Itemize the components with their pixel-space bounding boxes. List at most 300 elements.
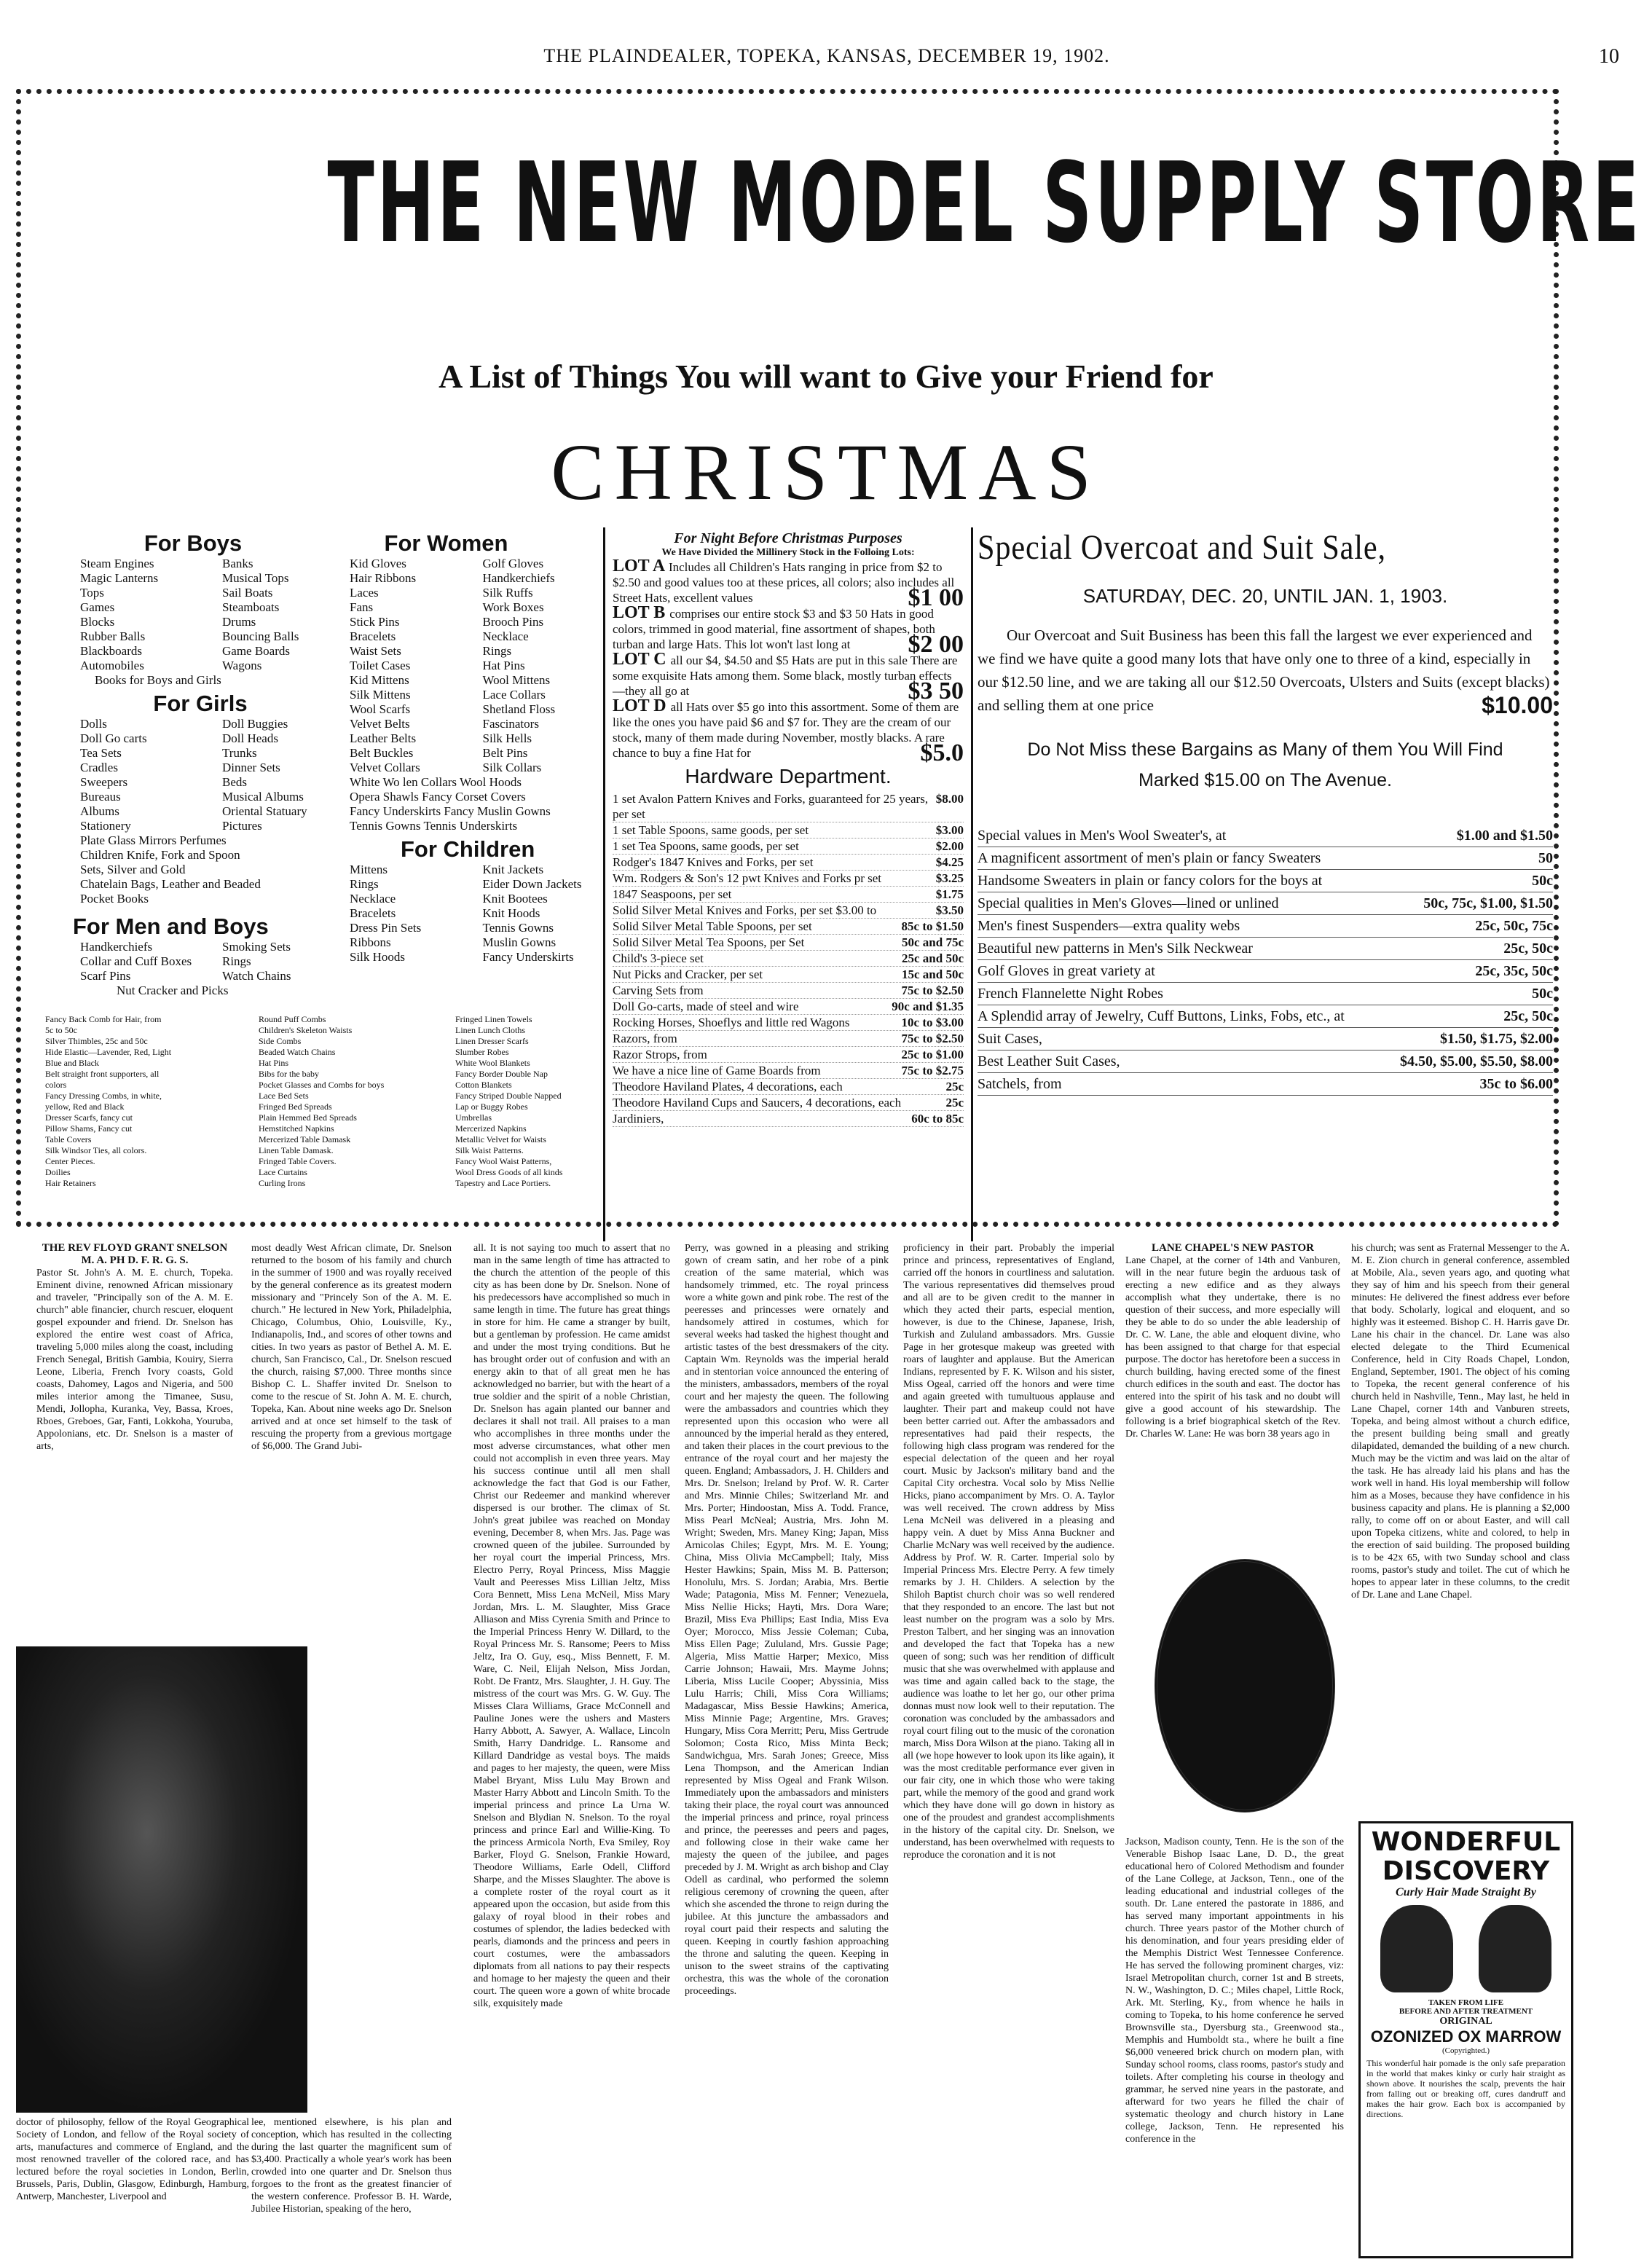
men-item: Rings bbox=[222, 954, 251, 968]
discovery-body: This wonderful hair pomade is the only safe preparation in the world that makes kinky or curly hair straight as shown above. It nourishes the scalp, prevents the hair from falling out or breaking off, cures dandruff and makes the hair grow. Each box is accompanied by directions. bbox=[1366, 2058, 1565, 2119]
hardware-row-price: 75c to $2.50 bbox=[901, 1032, 964, 1045]
article-jubilee-col4: Perry, was gowned in a pleasing and striking gown of cream satin, and her robe of a pink creation of the same material, which was handsomely trimmed, etc. The royal princess wore a white gown and pink robe. The rest of the peeresses and princesses were ornately and handsomely attired in costumes, which for several weeks had tasked the highest thought and artistic tastes of the best dressmakers of the city. Captain Wm. Reynolds was the imperial herald and in stentorian voice announced the entering of the ministers, ambassadors, members of the royal court and her majesty the queen. The following were the ambassadors and countries which they represented upon this occasion who were all announced by the imperial herald as they entered, and taken their places in the court previous to the entrance of the royal court and her majesty the queen. England; Ambassadors, J. H. Childers and Mrs. Dr. Snelson; Ireland by Prof. W. R. Carter and Mrs. Minnie Chiles; Switzerland Mr. and Mrs. Porter; Hindoostan, Miss A. Todd. France, Miss Pearl McNeal; Austria, Mrs. John M. Wright; Sweden, Mrs. Maney King; Japan, Miss Arnicolas Chiles; Egypt, Mrs. M. E. Young; China, Miss Olivia McCampbell; Italy, Miss Hester Hawkins; Spain, Miss M. B. Patterson; Honolulu, Mrs. S. Jordan; Arabia, Mrs. Bertie Wade; Patagonia, Miss M. Fenner; Venezuela, Miss Nellie Hicks; Hayti, Mrs. Dora Ware; Brazil, Miss Eva Phillips; East India, Miss Eva Oyer; Morocco, Miss Jessie Coleman; Cuba, Miss Ellen Page; Zululand, Mrs. Gussie Page; Algeria, Miss Mattie Harper; Mexico, Miss Carrie Johnson; Hawaii, Mrs. Mayme Johns; Liberia, Miss Lucile Cooper; Abyssinia, Miss Lulu Harris; Chili, Miss Cora Williams; Madagascar, Miss Bessie Hawkins; America, Miss Minnie Page; Argentine, Mrs. Graves; Hungary, Miss Cora Merritt; Peru, Miss Gertrude Solomon; Costa Rico, Miss Minta Beck; Sandwichgua, Mrs. Sarah Jones; Greece, Miss Lena Thompson, and the American Indian represented by Miss Ogeal and Frank Wilson. Immediately upon the ambassadors and ministers taking their place, the royal court was announced the imperial princess and prince, royal princess and prince, the peeresses and peers and pages, and following close in their wake came her majesty the queen of the jubilee, and pages preceded by J. M. Wright as arch bishop and Clay Odell as cardinal, who performed the solemn religious ceremony of crowning the queen, after which she ascended the throne to reign during the jubilee. At this juncture the ambassadors and royal court paid their respects and saluting the queen. Keeping in courtly fashion approaching the throne and saluting the queen. Keeping in unison to the sweet strains of the captivating orchestra, this was the whole of the coronation proceedings. bbox=[685, 1243, 889, 1997]
lots-list bbox=[613, 557, 964, 766]
sale-row-price: $4.50, $5.00, $5.50, $8.00 bbox=[1400, 1053, 1553, 1069]
children-item: Muslin Gowns bbox=[482, 935, 556, 949]
hardware-row-price: $4.25 bbox=[935, 855, 964, 869]
hardware-row bbox=[613, 919, 964, 935]
boys-title: For Boys bbox=[143, 530, 243, 556]
women-item: Waist Sets bbox=[350, 644, 401, 658]
women-item: Wool Scarfs bbox=[350, 702, 411, 716]
hardware-row bbox=[613, 871, 964, 887]
hardware-row-label: Carving Sets from bbox=[613, 983, 704, 997]
lot-item bbox=[613, 696, 964, 766]
lot-item bbox=[613, 557, 964, 611]
men-list bbox=[80, 940, 350, 983]
small-list-item: Fancy Dressing Combs, in white, bbox=[45, 1091, 162, 1101]
women-extra-item: Opera Shawls Fancy Corset Covers bbox=[350, 790, 526, 804]
lot-text: all Hats over $5 go into this assortment. Some of them are like the ones you have paid $6 and $7 for. They are the cream of our stock, many of them made during November, mostly blacks. A rare chance to buy a fine Hat for bbox=[613, 700, 959, 760]
small-list-item: Lap or Buggy Robes bbox=[455, 1101, 528, 1112]
article-snelson-col1-end: doctor of philosophy, fellow of the Royal Geographical Society of London, and fellow of the Royal society of arts, manufactures and commerce of England, and the most renowned traveller of the colored race, and has lectured before the royal societies in London, Berlin, Brussels, Paris, Dublin, Glasgow, Edinburgh, Hamburg, Antwerp, Manchester, Liverpool and bbox=[16, 2117, 249, 2202]
snelson-portrait bbox=[16, 1646, 307, 2113]
small-list-item: yellow, Red and Black bbox=[45, 1101, 125, 1112]
boys-item: Drums bbox=[222, 615, 256, 629]
girls-item: Doll Heads bbox=[222, 731, 278, 745]
small-list-item: Pocket Glasses and Combs for boys bbox=[259, 1080, 385, 1090]
sale-row-label: Beautiful new patterns in Men's Silk Neckwear bbox=[978, 940, 1253, 957]
children-item: Ribbons bbox=[350, 935, 391, 949]
boys-item: Bouncing Balls bbox=[222, 629, 299, 643]
sale-row-price: 25c, 35c, 50c bbox=[1475, 963, 1553, 979]
hardware-row-label: Rodger's 1847 Knives and Forks, per set bbox=[613, 855, 814, 869]
hardware-row bbox=[613, 935, 964, 951]
sale-row-label: A magnificent assortment of men's plain or fancy Sweaters bbox=[978, 850, 1321, 866]
women-item: Kid Mittens bbox=[350, 673, 409, 687]
article-snelson-col2: most deadly West African climate, Dr. Snelson returned to the bosom of his family and church in the summer of 1900 and was royally received by the general conference as its greatest modern missionary and "Princely Son of the A. M. E. church." He lectured in New York, Philadelphia, Chicago, Columbus, Ohio, Louisville, Ky., Indianapolis, Ind., and scores of other towns and cities. In two years as pastor of Bethel A. M. E. church, San Francisco, Cal., Dr. Snelson rescued the church, raising $7,000. Three months since Bishop C. L. Shaffer invited Dr. Snelson to come to the rescue of St. John A. M. E. church, Topeka, Kan. About nine weeks ago Dr. Snelson arrived and at once set himself to the task of rescuing the property from a grevious mortgage of $6,000. The Grand Jubi- bbox=[251, 1243, 452, 1452]
article-lane-bio: Jackson, Madison county, Tenn. He is the son of the Venerable Bishop Isaac Lane, D. D., the great educational hero of Colored Methodism and founder of the Lane College, at Jackson, Tenn., one of the leading educational and industrial colleges of the south. Dr. Lane entered the pastorate in 1886, and has served many important appointments in his church. Three years pastor of the Mother church of his denomination, and four years presiding elder of the Memphis District West Tennessee Conference. He has served the following prominent charges, viz: Israel Metropolitan church, corner 1st and B streets, N. W., Washington, D. C.; Miles chapel, Little Rock, Ark. Mt. Sterling, Ky., from whence he hails in coming to Topeka, to his home conference he served Brownsville sta., Dyersburg sta., Greenwood sta., Memphis and Humboldt sta., where he built a fine $6,000 veneered brick church on modern plan, with Sunday school rooms, class rooms, pastor's study and toilets. After completing his course in theology and grammar, he served nine years in the pastorate, and afterward for two years he filled the chair of systematic theology and church history in Lane college, Jackson, Tenn. He represented his conference in the bbox=[1125, 1837, 1344, 2145]
sale-row-label: Handsome Sweaters in plain or fancy colors for the boys at bbox=[978, 873, 1323, 889]
women-extra-item: White Wo len Collars Wool Hoods bbox=[350, 775, 522, 789]
small-list-item: Silver Thimbles, 25c and 50c bbox=[45, 1036, 148, 1046]
women-item: Leather Belts bbox=[350, 731, 417, 745]
small-list-left bbox=[45, 1014, 224, 1189]
sale-row-price: 50c, 75c, $1.00, $1.50 bbox=[1423, 895, 1553, 911]
small-list-item: colors bbox=[45, 1080, 67, 1090]
small-list-item: Round Puff Combs bbox=[259, 1014, 326, 1024]
discovery-copyright: (Copyrighted.) bbox=[1441, 2046, 1490, 2055]
children-item: Knit Bootees bbox=[482, 892, 548, 906]
children-item: Necklace bbox=[350, 892, 396, 906]
small-list-item: Linen Dresser Scarfs bbox=[455, 1036, 529, 1046]
lot-name: LOT B bbox=[613, 603, 670, 622]
hardware-row-label: 1 set Tea Spoons, same goods, per set bbox=[613, 839, 799, 853]
women-item: Silk Hells bbox=[482, 731, 532, 745]
girls-item: Oriental Statuary bbox=[222, 804, 307, 818]
small-list-item: Curling Irons bbox=[259, 1178, 306, 1188]
lot-name: LOT D bbox=[613, 696, 671, 715]
boys-item: Steam Engines bbox=[80, 557, 154, 570]
women-item: Velvet Belts bbox=[350, 717, 410, 731]
small-list-item: Silk Waist Patterns. bbox=[455, 1145, 524, 1155]
hardware-row bbox=[613, 839, 964, 855]
girls-extra-item: Children Knife, Fork and Spoon bbox=[80, 848, 240, 862]
boys-list bbox=[80, 557, 350, 673]
sale-row-label: Golf Gloves in great variety at bbox=[978, 963, 1155, 979]
women-item: Belt Buckles bbox=[350, 746, 414, 760]
lot-text: comprises our entire stock $3 and $3 50 Hats in good colors, trimmed in good material, fine assortment of shapes, both turban and large Hats. This lot won't last long at bbox=[613, 607, 935, 651]
small-list-item: Fringed Bed Spreads bbox=[259, 1101, 332, 1112]
lot-name: LOT A bbox=[613, 557, 669, 576]
women-item: Silk Collars bbox=[482, 761, 542, 774]
masthead: THE PLAINDEALER, TOPEKA, KANSAS, DECEMBER 19, 1902. bbox=[543, 45, 1110, 66]
discovery-images bbox=[1368, 1905, 1564, 1992]
hardware-row-price: 85c to $1.50 bbox=[901, 919, 964, 933]
small-list-item: Doilies bbox=[45, 1167, 71, 1177]
hardware-row bbox=[613, 1111, 964, 1127]
women-item: Laces bbox=[350, 586, 379, 600]
women-item: Hair Ribbons bbox=[350, 571, 417, 585]
hardware-row-label: Nut Picks and Cracker, per set bbox=[613, 967, 763, 981]
hardware-row bbox=[613, 903, 964, 919]
women-item: Golf Gloves bbox=[482, 557, 544, 570]
girls-item: Bureaus bbox=[80, 790, 121, 804]
millinery-and-hardware-box bbox=[603, 527, 973, 1241]
small-list-item: Dresser Scarfs, fancy cut bbox=[45, 1112, 133, 1123]
snelson-headline: THE REV FLOYD GRANT SNELSON M. A. PH D. F. R. G. S. bbox=[42, 1242, 228, 1266]
sale-row-price: 50 bbox=[1538, 850, 1553, 866]
sale-row-price: 25c, 50c, 75c bbox=[1475, 918, 1553, 934]
boys-footer: Books for Boys and Girls bbox=[95, 673, 221, 687]
boys-item: Blackboards bbox=[80, 644, 142, 658]
small-list-item: Fancy Border Double Nap bbox=[455, 1069, 548, 1079]
sale-row bbox=[978, 847, 1553, 870]
men-item: Scarf Pins bbox=[80, 969, 131, 983]
article-jubilee-col3: all. It is not saying too much to assert that no man in the same length of time has attracted to the church the attention of the people of this city as has been done by Dr. Snelson. None of his predecessors have accomplished so much in same length in time. The future has great things in store for him. He came a stranger by built, but a gentleman by profession. He came amidst and under the most trying conditions. But he has brought order out of confusion and with an energy akin to that of all great men he has acknowledged no barrier, but with the heart of a true soldier and the spirit of a noble Christian, Dr. Snelson has again planted our banner and declares it shall not trail. All praises to a man who accomplishes in three months under the most adverse circumstances, what other men could not accomplish in even three years. May his success continue until all men shall acknowledge the fact that God is our Father, Christ our Redeemer and mankind wherever dispersed is our brother. The climax of St. John's great jubilee was reached on Monday evening, December 8, when Mrs. Jas. Page was crowned queen of the jubilee. Surrounded by her royal court the imperial Princess, Mrs. Electro Perry, Royal Princess, Miss Maggie Vault and Peeresses Miss Lillian Jeltz, Miss Cora Bennett, Miss Lena McNeil, Miss Mary Jordan, Mrs. L. M. Slaughter, Miss Grace Alliason and Miss Cyrenia Smith and Prince to the Imperial Princess Henry W. Dillard, to the Royal Princess Mr. S. Ransome; Peers to Miss Jeltz, Ira O. Guy, esq., Miss Bennett, F. M. Ware, C. Neil, Elijah Nelson, Miss Jordan, Robt. De Frantz, Mrs. Slaughter, J. H. Guy. The mistress of the court was Mrs. G. W. Guy. The Misses Clara Williams, Grace McConnell and Pauline Jones were the ushers and Masters Harry Abbott, A. Sawyer, A. Wallace, Lincoln Smith, Harry Dandridge. L. Ransome and Killard Dandridge as vestal boys. The maids and pages to her majesty, the queen, were Miss Mabel Bryant, Miss Lulu May Brown and Master Harry Abbott and Lincoln Smith. To the imperial princess and prince La Urna W. Snelson and Blydian N. Snelson. To the royal princess and prince Earl and Willie-King. To the princess Armicola North, Eva Smiley, Roy Barker, Floyd G. Snelson, Frankie Howard, Theodore Williams, Earle Odell, Clifford Sharpe, and the Misses Slaughter. The above is a complete roster of the royal court as it appeared upon the occasion, but aside from this galaxy of royal blood in their robes and costumes of splendor, the ladies bedecked with pearls, diamonds and the princess and peers in court costumes, were the ambassadors diplomats from all nations to pay their respects and homage to her majesty the queen and their court. The queen wore a gown of white brocade silk, exquisitely made bbox=[473, 1243, 670, 2009]
sale-row bbox=[978, 1028, 1553, 1051]
small-list-item: Beaded Watch Chains bbox=[259, 1047, 336, 1057]
ox-marrow-ad bbox=[1358, 1821, 1573, 2258]
hardware-row-price: 25c and 50c bbox=[902, 951, 964, 965]
sale-row-label: A Splendid array of Jewelry, Cuff Buttons, Links, Fobs, etc., at bbox=[978, 1008, 1345, 1024]
sale-row-price: 50c bbox=[1532, 873, 1553, 889]
men-title: For Men and Boys bbox=[73, 914, 269, 939]
hardware-row-price: $3.00 bbox=[935, 823, 964, 837]
small-list-item: Cotton Blankets bbox=[455, 1080, 512, 1090]
sale-row-price: 35c to $6.00 bbox=[1479, 1076, 1553, 1092]
sale-row bbox=[978, 915, 1553, 938]
women-item: Silk Ruffs bbox=[482, 586, 533, 600]
sale-dates: SATURDAY, DEC. 20, UNTIL JAN. 1, 1903. bbox=[1082, 585, 1448, 607]
men-item: Collar and Cuff Boxes bbox=[80, 954, 192, 968]
boys-item: Automobiles bbox=[80, 659, 144, 672]
women-item: Velvet Collars bbox=[350, 761, 420, 774]
sale-row-label: Special qualities in Men's Gloves—lined or unlined bbox=[978, 895, 1279, 911]
boys-item: Musical Tops bbox=[222, 571, 289, 585]
small-list-item: Table Covers bbox=[45, 1134, 92, 1144]
sale-price-list bbox=[978, 825, 1553, 1096]
girls-item: Doll Go carts bbox=[80, 731, 147, 745]
hardware-row-label: Solid Silver Metal Knives and Forks, per set $3.00 to bbox=[613, 903, 877, 917]
children-item: Dress Pin Sets bbox=[350, 921, 422, 935]
small-list-right bbox=[455, 1014, 601, 1189]
hardware-row-price: 75c to $2.50 bbox=[901, 983, 964, 997]
girls-item: Beds bbox=[222, 775, 247, 789]
small-list-item: Fancy Back Comb for Hair, from bbox=[45, 1014, 162, 1024]
hardware-row-label: Child's 3-piece set bbox=[613, 951, 704, 965]
children-item: Knit Hoods bbox=[482, 906, 540, 920]
sale-row-price: $1.00 and $1.50 bbox=[1456, 828, 1553, 844]
children-item: Knit Jackets bbox=[482, 863, 544, 876]
lane-portrait bbox=[1155, 1559, 1335, 1813]
hardware-row-label: Jardiniers, bbox=[613, 1112, 664, 1126]
hardware-row-price: 25c bbox=[945, 1096, 964, 1110]
christmas-title: CHRISTMAS bbox=[551, 428, 1101, 517]
hardware-row-label: Doll Go-carts, made of steel and wire bbox=[613, 1000, 799, 1013]
sale-row bbox=[978, 825, 1553, 847]
hardware-row bbox=[613, 999, 964, 1015]
women-item: Wool Mittens bbox=[482, 673, 551, 687]
girls-extra-item: Pocket Books bbox=[80, 892, 149, 906]
hardware-row bbox=[613, 951, 964, 967]
gift-column-women-children bbox=[350, 530, 601, 965]
hardware-row bbox=[613, 1079, 964, 1095]
girls-extra-item: Chatelain Bags, Leather and Beaded bbox=[80, 877, 261, 891]
small-list-item: Hide Elastic—Lavender, Red, Light bbox=[45, 1047, 172, 1057]
hardware-row-label: 1 set Table Spoons, same goods, per set bbox=[613, 823, 809, 837]
boys-item: Steamboats bbox=[222, 600, 280, 614]
women-item: Hat Pins bbox=[482, 659, 525, 672]
small-list-item: Plain Hemmed Bed Spreads bbox=[259, 1112, 357, 1123]
boys-item: Banks bbox=[222, 557, 253, 570]
women-item: Rings bbox=[482, 644, 512, 658]
hardware-row-price: 10c to $3.00 bbox=[901, 1016, 964, 1029]
hardware-row-price: 75c to $2.75 bbox=[901, 1064, 964, 1077]
girls-item: Stationery bbox=[80, 819, 131, 833]
lots-title: For Night Before Christmas Purposes bbox=[674, 530, 902, 546]
hardware-row bbox=[613, 983, 964, 999]
hardware-row bbox=[613, 1047, 964, 1063]
women-item: Bracelets bbox=[350, 629, 396, 643]
small-list-item: Mercerized Napkins bbox=[455, 1123, 527, 1134]
small-list-item: Tapestry and Lace Portiers. bbox=[455, 1178, 551, 1188]
men-item: Handkerchiefs bbox=[80, 940, 153, 954]
small-list-item: Lace Bed Sets bbox=[259, 1091, 309, 1101]
small-list-item: Linen Lunch Cloths bbox=[455, 1025, 525, 1035]
hardware-row bbox=[613, 887, 964, 903]
women-extra-item: Tennis Gowns Tennis Underskirts bbox=[350, 819, 518, 833]
discovery-original: ORIGINAL bbox=[1439, 2016, 1492, 2027]
hardware-row-price: $3.25 bbox=[935, 871, 964, 885]
sale-row-label: Best Leather Suit Cases, bbox=[978, 1053, 1120, 1069]
hardware-row-label: Solid Silver Metal Tea Spoons, per Set bbox=[613, 935, 805, 949]
discovery-product: OZONIZED OX MARROW bbox=[1370, 2027, 1562, 2046]
small-list-item: Silk Windsor Ties, all colors. bbox=[45, 1145, 147, 1155]
hardware-row-label: Theodore Haviland Plates, 4 decorations, each bbox=[613, 1080, 843, 1093]
article-lane-col7: his church; was sent as Fraternal Messenger to the A. M. E. Zion church in general conference, assembled at Mobile, Ala., seven years ago, and quoting what they say of him and his speech from their general minutes: He delivered the finest address ever before that body. Scholarly, logical and eloquent, and so highly was it esteemed. Bishop C. H. Harris gave Dr. Lane his chair in the chancel. Dr. Lane was also elected delegate to the Third Ecumenical Conference, held in City Roads Chapel, London, England, September, 1901. The object of his coming to Topeka, the recent general conference of his church held in Nashville, Tenn., May last, he held in Lane Chapel, corner 14th and Vanburen streets, Topeka, and being almost without a church edifice, the present building being small and greatly dilapidated, demanded the building of a new church. Much may be the victim and was laid on the altar of the task. He has already laid his plans and has the work well in hand. His loyal membership will follow him as a Moses, because they have confidence in his business capacity and plans. He is planning a $2,000 rally, to come off on or about Easter, and will call upon Topeka citizens, white and colored, to help in the erection of said building. The proposed building is to be 42x 65, with two Sunday school and class rooms, pastor's study and toilet. The cut of which he hopes to appear later in these columns, to the credit of Dr. Lane and Lane Chapel. bbox=[1351, 1243, 1570, 1601]
discovery-caption-2: BEFORE AND AFTER TREATMENT bbox=[1399, 2007, 1533, 2016]
boys-item: Sail Boats bbox=[222, 586, 273, 600]
hardware-row-label: 1847 Seaspoons, per set bbox=[613, 887, 732, 901]
lot-text: all our $4, $4.50 and $5 Hats are put in this sale There are some exquisite Hats among them. Some black, mostly turban effects —they all go at bbox=[613, 653, 958, 698]
girls-item: Trunks bbox=[222, 746, 257, 760]
hardware-row-price: 25c bbox=[945, 1080, 964, 1093]
hardware-row bbox=[613, 1063, 964, 1079]
small-list-item: Side Combs bbox=[259, 1036, 302, 1046]
lot-price: $2 00 bbox=[908, 631, 964, 658]
hardware-row-price: $8.00 bbox=[935, 792, 964, 806]
hardware-row-price: $1.75 bbox=[935, 887, 964, 901]
before-portrait bbox=[1380, 1905, 1453, 1992]
boys-item: Rubber Balls bbox=[80, 629, 146, 643]
women-extra bbox=[350, 775, 601, 833]
women-item: Silk Mittens bbox=[350, 688, 411, 702]
hardware-row-label: Wm. Rodgers & Son's 12 pwt Knives and Forks pr set bbox=[613, 871, 882, 885]
sale-row-label: Special values in Men's Wool Sweater's, at bbox=[978, 828, 1227, 844]
girls-list bbox=[80, 717, 350, 833]
girls-item: Musical Albums bbox=[222, 790, 304, 804]
girls-extra-item: Plate Glass Mirrors Perfumes bbox=[80, 833, 227, 847]
discovery-caption: TAKEN FROM LIFE bbox=[1428, 1998, 1504, 2007]
sale-row-label: Satchels, from bbox=[978, 1076, 1062, 1092]
small-list-item: Slumber Robes bbox=[455, 1047, 509, 1057]
women-item: Brooch Pins bbox=[482, 615, 544, 629]
women-item: Shetland Floss bbox=[482, 702, 556, 716]
hardware-row-price: $3.50 bbox=[935, 903, 964, 917]
women-item: Stick Pins bbox=[350, 615, 400, 629]
hardware-row bbox=[613, 1031, 964, 1047]
sale-row-price: $1.50, $1.75, $2.00 bbox=[1440, 1031, 1553, 1047]
hardware-row bbox=[613, 1015, 964, 1031]
women-item: Fascinators bbox=[482, 717, 539, 731]
boys-item: Wagons bbox=[222, 659, 262, 672]
small-list-item: Fringed Table Covers. bbox=[259, 1156, 337, 1166]
small-list-item: Metallic Velvet for Waists bbox=[455, 1134, 546, 1144]
small-list-item: Mercerized Table Damask bbox=[259, 1134, 351, 1144]
hardware-row-label: Razors, from bbox=[613, 1032, 677, 1045]
hardware-row-label: Razor Strops, from bbox=[613, 1048, 707, 1061]
children-item: Eider Down Jackets bbox=[482, 877, 582, 891]
after-portrait bbox=[1479, 1905, 1551, 1992]
hardware-row-price: 50c and 75c bbox=[902, 935, 964, 949]
hardware-row-price: 25c to $1.00 bbox=[901, 1048, 964, 1061]
sale-row bbox=[978, 892, 1553, 915]
women-title: For Women bbox=[384, 530, 508, 556]
boys-item: Blocks bbox=[80, 615, 115, 629]
children-item: Tennis Gowns bbox=[482, 921, 554, 935]
women-item: Belt Pins bbox=[482, 746, 528, 760]
sale-row bbox=[978, 1073, 1553, 1096]
sale-row bbox=[978, 983, 1553, 1005]
sale-row-price: 50c bbox=[1532, 986, 1553, 1002]
men-footer: Nut Cracker and Picks bbox=[117, 983, 229, 997]
hardware-row bbox=[613, 1095, 964, 1111]
women-item: Necklace bbox=[482, 629, 529, 643]
lot-item bbox=[613, 650, 964, 704]
hardware-title: Hardware Department. bbox=[685, 765, 892, 788]
women-item: Fans bbox=[350, 600, 374, 614]
girls-extra bbox=[80, 833, 350, 906]
hardware-row-price: 90c and $1.35 bbox=[892, 1000, 964, 1013]
ad-subhead: A List of Things You will want to Give your Friend for bbox=[438, 358, 1214, 395]
lots-subtitle: We Have Divided the Millinery Stock in the Folloing Lots: bbox=[661, 547, 915, 558]
small-list-item: Center Pieces. bbox=[45, 1156, 95, 1166]
sale-row-label: French Flannelette Night Robes bbox=[978, 986, 1163, 1002]
small-list-item: White Wool Blankets bbox=[455, 1058, 530, 1068]
women-item: Toilet Cases bbox=[350, 659, 411, 672]
small-list-middle bbox=[259, 1014, 437, 1189]
women-item: Work Boxes bbox=[482, 600, 544, 614]
women-list bbox=[350, 557, 601, 775]
lot-price: $5.0 bbox=[920, 739, 964, 766]
ad-headline: THE NEW MODEL SUPPLY STORE bbox=[327, 138, 1643, 267]
small-list-item: Fringed Linen Towels bbox=[455, 1014, 532, 1024]
children-list bbox=[350, 863, 601, 965]
children-item: Bracelets bbox=[350, 906, 396, 920]
sale-row-price: 25c, 50c bbox=[1503, 940, 1553, 957]
small-list-item: Hemstitched Napkins bbox=[259, 1123, 334, 1134]
hardware-row-price: 60c to 85c bbox=[911, 1112, 964, 1126]
sale-title: Special Overcoat and Suit Sale, bbox=[978, 528, 1386, 567]
boys-item: Game Boards bbox=[222, 644, 291, 658]
hardware-row-label: We have a nice line of Game Boards from bbox=[613, 1064, 821, 1077]
girls-item: Albums bbox=[80, 804, 119, 818]
hardware-row bbox=[613, 967, 964, 983]
sale-row bbox=[978, 938, 1553, 960]
lot-text: Includes all Children's Hats ranging in price from $2 to $2.50 and good values too at these prices, all colors; also includes all Street Hats, excellent values bbox=[613, 560, 955, 605]
sale-notice: Do Not Miss these Bargains as Many of them You Will Find Marked $15.00 on The Avenue. bbox=[1027, 739, 1503, 790]
sale-price: $10.00 bbox=[1482, 692, 1553, 718]
lot-name: LOT C bbox=[613, 650, 671, 669]
hardware-row-label: Solid Silver Metal Table Spoons, per set bbox=[613, 919, 812, 933]
women-item: Handkerchiefs bbox=[482, 571, 555, 585]
discovery-line: Curly Hair Made Straight By bbox=[1396, 1886, 1536, 1898]
sale-row-price: 25c, 50c bbox=[1503, 1008, 1553, 1024]
small-list-item: Pillow Shams, Fancy cut bbox=[45, 1123, 133, 1134]
small-list-item: 5c to 50c bbox=[45, 1025, 77, 1035]
small-list-item: Umbrellas bbox=[455, 1112, 492, 1123]
boys-item: Games bbox=[80, 600, 115, 614]
men-item: Smoking Sets bbox=[222, 940, 291, 954]
children-item: Rings bbox=[350, 877, 379, 891]
girls-extra-item: Sets, Silver and Gold bbox=[80, 863, 186, 876]
girls-item: Dinner Sets bbox=[222, 761, 280, 774]
sale-row bbox=[978, 1005, 1553, 1028]
children-item: Mittens bbox=[350, 863, 388, 876]
girls-item: Dolls bbox=[80, 717, 107, 731]
hardware-row bbox=[613, 822, 964, 839]
women-item: Lace Collars bbox=[482, 688, 546, 702]
boys-item: Magic Lanterns bbox=[80, 571, 159, 585]
girls-title: For Girls bbox=[153, 691, 248, 716]
hardware-row bbox=[613, 791, 964, 822]
small-list-item: Fancy Striped Double Napped bbox=[455, 1091, 562, 1101]
sale-row-label: Suit Cases, bbox=[978, 1031, 1042, 1047]
girls-item: Cradles bbox=[80, 761, 118, 774]
small-list-item: Bibs for the baby bbox=[259, 1069, 319, 1079]
small-list-item: Hair Retainers bbox=[45, 1178, 96, 1188]
page-number: 10 bbox=[1599, 45, 1619, 68]
sale-row bbox=[978, 1051, 1553, 1073]
hardware-row-label: 1 set Avalon Pattern Knives and Forks, guaranteed for 25 years, per set bbox=[613, 792, 929, 821]
small-list-item: Blue and Black bbox=[45, 1058, 99, 1068]
girls-item: Tea Sets bbox=[80, 746, 122, 760]
small-list-item: Fancy Wool Waist Patterns, bbox=[455, 1156, 552, 1166]
article-lane-chapel: LANE CHAPEL'S NEW PASTOR Lane Chapel, at the corner of 14th and Vanburen, will in the near future begin the arduous task of erecting a new edifice and as they always accomplish what they undertake, there is no question of their success, and more especially will they be able to do so under the able leadership of Dr. C. W. Lane, the able and eloquent divine, who has been assigned to that charge for that especial purpose. The doctor has heretofore been a success in church building, having erected some of the finest church edifices in the south and east. The doctor has entered into the spirit of his task and no doubt will give a good account of his stewardship. The following is a brief biographical sketch of the Rev. Dr. Charles W. Lane: He was born 38 years ago in bbox=[1125, 1242, 1340, 1440]
small-list-item: Linen Table Damask. bbox=[259, 1145, 334, 1155]
women-item: Kid Gloves bbox=[350, 557, 406, 570]
small-list-item: Lace Curtains bbox=[259, 1167, 307, 1177]
hardware-row-price: $2.00 bbox=[935, 839, 964, 853]
children-item: Fancy Underskirts bbox=[482, 950, 574, 964]
overcoat-sale bbox=[978, 527, 1553, 1096]
discovery-title-1: WONDERFUL bbox=[1371, 1827, 1561, 1857]
article-snelson-col1: THE REV FLOYD GRANT SNELSON M. A. PH D. F. R. G. S. Pastor St. John's A. M. E. church, Topeka. Eminent divine, renowned African missionary and traveler, "Principally son of the A. M. E. church" able financier, church rescuer, eloquent gospel expounder and friend. Dr. Snelson has explored the entire west coast of Africa, traveling 5,000 miles along the coast, including French Senegal, British Gambia, Kouiry, Sierra Leone, Liberia, French Ivory coasts, Gold coasts, Dahomey, Lagos and Nigeria, and 500 miles interior among the Timanee, Susu, Mendi, Jollopha, Kuranka, Vey, Bassa, Kroes, Rboes, Greboes, Gar, Fanti, Lokkoha, Youruba, Appolonians, etc. Dr. Snelson is a master of arts, bbox=[36, 1242, 233, 1452]
small-list-item: Wool Dress Goods of all kinds bbox=[455, 1167, 563, 1177]
hardware-list bbox=[613, 791, 964, 1127]
small-list-item: Belt straight front supporters, all bbox=[45, 1069, 160, 1079]
sale-row bbox=[978, 870, 1553, 892]
article-jubilee-col5: proficiency in their part. Probably the imperial prince and princess, representatives of England, carried off the honors in courtliness and salutation. The various representatives did themselves proud and all are to be given credit to the manner in which they acted their parts, especial mention, however, is due to the Chinese, Japanese, Irish, Turkish and Zululand ambassadors. Mrs. Gussie Page in her grotesque makeup was greeted with roars of laughter and applause. But the American Indians, represented by F. K. Wilson and his sister, Miss Ogeal, carried off the honors and were time and again greeted with tumultuous applause and laughter. Their part and makeup could not have been better carried out. After the ambassadors and representatives had paid their respects, the following high class program was rendered for the especial delectation of the queen and her royal court. Music by Jackson's military band and the Capital City orchestra. Vocal solo by Miss Nellie Hicks, piano accompaniment by Mrs. O. A. Taylor was well received. The crown address by Miss Lena McNeil was delivered in a pleasing and happy vein. A duet by Miss Anna Buckner and Charlie McNary was well received by the audience. Address by Prof. W. R. Carter. Imperial solo by Imperial Princess Mrs. Electre Perry. A few timely remarks by J. H. Childers. A selection by the Shiloh Baptist church choir was so well rendered that they responded to an encore. The last but not least number on the program was a solo by Mrs. Preston Talbert, and her singing was an innovation and developed the fact that Topeka has a new queen of song; such was her rendition of difficult music that she was overwhelmed with applause and was time and again called back to the stage, the audience was loathe to let her go, our other prima donnas must now look well to their reputation. The coronation was concluded by the ambassadors and royal court filing out to the music of the coronation march, Miss Dora Wilson at the piano. Taking all in all (we hope however to look upon its like again), it was the most creditable performance ever given in our fair city, one in which those who were taking part, while the memory of the good and grand work which they have done will go down in history as one of the proudest and grandest accomplishments in the history of the capital city. Dr. Snelson, we understand, has been overwhelmed with requests to reproduce the coronation and it is not bbox=[903, 1243, 1114, 1861]
hardware-row bbox=[613, 855, 964, 871]
women-extra-item: Fancy Underskirts Fancy Muslin Gowns bbox=[350, 804, 551, 818]
sale-row bbox=[978, 960, 1553, 983]
children-title: For Children bbox=[401, 836, 535, 862]
sale-row-label: Men's finest Suspenders—extra quality webs bbox=[978, 918, 1240, 934]
children-item: Silk Hoods bbox=[350, 950, 406, 964]
lot-item bbox=[613, 603, 964, 658]
lot-price: $3 50 bbox=[908, 678, 964, 704]
gift-column-boys-girls-men bbox=[73, 530, 350, 998]
